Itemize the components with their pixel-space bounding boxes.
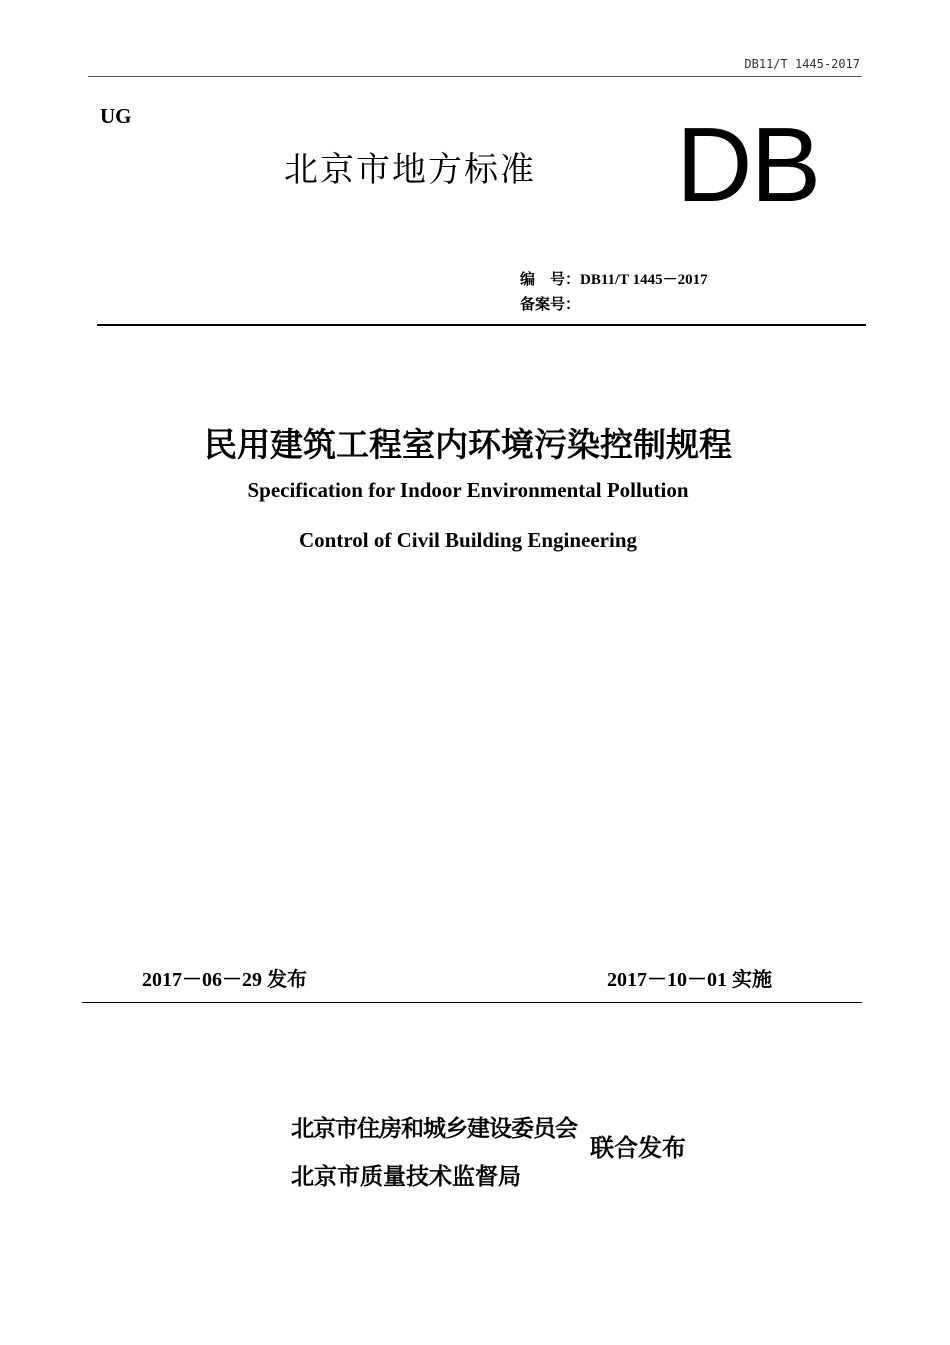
classification-code: UG <box>100 104 132 128</box>
issuer-housing-commission: 北京市住房和城乡建设委员会 <box>291 1116 577 1142</box>
db-logo: DB <box>676 106 820 224</box>
english-title-line2: Control of Civil Building Engineering <box>299 528 637 552</box>
standard-number: 编 号：DB11/T 1445－2017 <box>520 272 708 288</box>
english-title-line1: Specification for Indoor Environmental Pollution <box>247 478 689 502</box>
standard-name: 北京市地方标准 <box>284 150 536 190</box>
date-divider <box>82 1002 862 1003</box>
record-number: 备案号： <box>520 297 581 313</box>
header-divider <box>88 76 862 77</box>
title-divider <box>97 324 866 326</box>
document-code-header: DB11/T 1445-2017 <box>744 57 860 71</box>
issuer-quality-bureau: 北京市质量技术监督局 <box>291 1164 521 1190</box>
effective-date: 2017－10－01 实施 <box>607 969 772 991</box>
issue-date: 2017－06－29 发布 <box>142 969 307 991</box>
joint-release-label: 联合发布 <box>590 1134 686 1162</box>
chinese-title: 民用建筑工程室内环境污染控制规程 <box>204 425 732 464</box>
